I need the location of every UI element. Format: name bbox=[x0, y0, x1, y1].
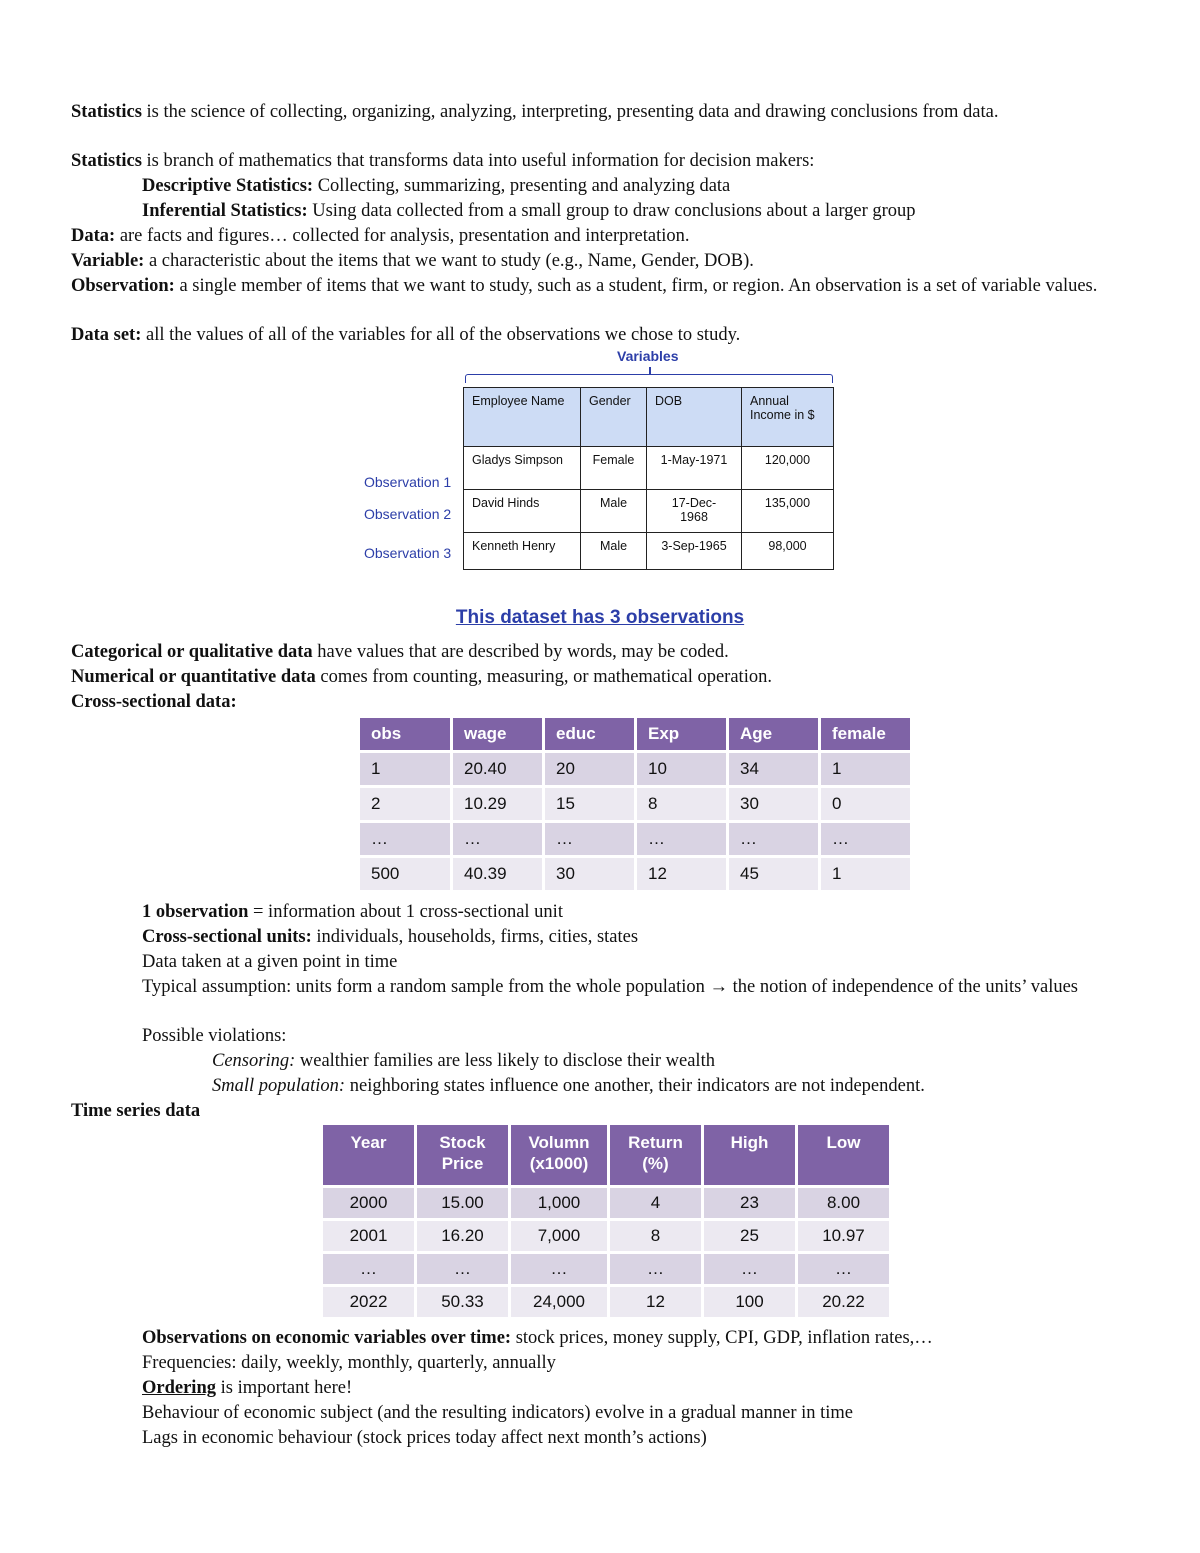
column-header: obs bbox=[360, 718, 450, 750]
column-header: Return (%) bbox=[610, 1125, 701, 1185]
cell: 8.00 bbox=[798, 1188, 889, 1218]
cell: 24,000 bbox=[511, 1287, 607, 1317]
cell: 8 bbox=[610, 1221, 701, 1251]
table-row bbox=[323, 1188, 889, 1218]
column-header: wage bbox=[453, 718, 542, 750]
cell: Kenneth Henry bbox=[464, 533, 581, 570]
note-possible-violations: Possible violations: bbox=[142, 1026, 287, 1046]
cell: 34 bbox=[729, 753, 818, 785]
cell: … bbox=[417, 1254, 508, 1284]
cell: 40.39 bbox=[453, 858, 542, 890]
observation-label: Observation 2 bbox=[364, 506, 452, 522]
cell: … bbox=[453, 823, 542, 855]
cell: 50.33 bbox=[417, 1287, 508, 1317]
cell: … bbox=[360, 823, 450, 855]
note-lags: Lags in economic behaviour (stock prices today affect next month’s actions) bbox=[142, 1428, 707, 1448]
note-frequencies: Frequencies: daily, weekly, monthly, quarterly, annually bbox=[142, 1353, 556, 1373]
cell: 10.97 bbox=[798, 1221, 889, 1251]
observation-label: Observation 1 bbox=[364, 474, 452, 490]
table-row bbox=[464, 533, 834, 570]
table-row bbox=[323, 1221, 889, 1251]
employee-table bbox=[463, 387, 834, 570]
cell: 7,000 bbox=[511, 1221, 607, 1251]
cell: 0 bbox=[821, 788, 910, 820]
cell: 2000 bbox=[323, 1188, 414, 1218]
cell: 23 bbox=[704, 1188, 795, 1218]
cross-sectional-heading: Cross-sectional data: bbox=[71, 692, 237, 712]
variable-definition: Variable: a characteristic about the items that we want to study (e.g., Name, Gender, DOB). bbox=[71, 251, 754, 271]
cell: 1 bbox=[821, 753, 910, 785]
column-header: Age bbox=[729, 718, 818, 750]
header-cell: DOB bbox=[647, 388, 742, 447]
cell: 1 bbox=[821, 858, 910, 890]
cell: … bbox=[511, 1254, 607, 1284]
header-cell: Annual Income in $ bbox=[742, 388, 834, 447]
numerical-definition: Numerical or quantitative data comes from counting, measuring, or mathematical operation. bbox=[71, 667, 772, 687]
cell: 10.29 bbox=[453, 788, 542, 820]
violation-censoring: Censoring: wealthier families are less likely to disclose their wealth bbox=[212, 1051, 715, 1071]
column-header: Low bbox=[798, 1125, 889, 1185]
table-row bbox=[360, 823, 910, 855]
categorical-definition: Categorical or qualitative data have values that are described by words, may be coded. bbox=[71, 642, 729, 662]
note-point-in-time: Data taken at a given point in time bbox=[142, 952, 398, 972]
figure-caption: This dataset has 3 observations bbox=[455, 607, 745, 628]
cell: 120,000 bbox=[742, 447, 834, 490]
table-row bbox=[360, 788, 910, 820]
descriptive-statistics: Descriptive Statistics: Collecting, summarizing, presenting and analyzing data bbox=[142, 176, 731, 196]
note-observations-over-time: Observations on economic variables over time: stock prices, money supply, CPI, GDP, inflation rates,… bbox=[142, 1328, 933, 1348]
statistics-definition-2: Statistics is branch of mathematics that transforms data into useful information for decision makers: bbox=[71, 151, 815, 171]
table-row bbox=[360, 753, 910, 785]
cell: 3-Sep-1965 bbox=[647, 533, 742, 570]
time-series-heading: Time series data bbox=[71, 1101, 201, 1121]
observation-label: Observation 3 bbox=[364, 545, 452, 561]
cell: 4 bbox=[610, 1188, 701, 1218]
cell: 17-Dec-1968 bbox=[647, 490, 742, 533]
data-definition: Data: are facts and figures… collected for analysis, presentation and interpretation. bbox=[71, 226, 690, 246]
cell: 20 bbox=[545, 753, 634, 785]
term: Statistics bbox=[71, 102, 142, 122]
cell: … bbox=[637, 823, 726, 855]
cell: 98,000 bbox=[742, 533, 834, 570]
observations-variables-figure bbox=[355, 348, 845, 588]
statistics-definition-1: Statistics is the science of collecting, organizing, analyzing, interpreting, presenting data and drawing conclusions from data. bbox=[71, 102, 999, 122]
cell: Male bbox=[581, 490, 647, 533]
cell: 30 bbox=[729, 788, 818, 820]
cell: 25 bbox=[704, 1221, 795, 1251]
cell: … bbox=[545, 823, 634, 855]
column-header: female bbox=[821, 718, 910, 750]
cell: 30 bbox=[545, 858, 634, 890]
note-one-observation: 1 observation = information about 1 cross-sectional unit bbox=[142, 902, 563, 922]
cell: 8 bbox=[637, 788, 726, 820]
observation-definition: Observation: a single member of items that we want to study, such as a student, firm, or region. An observation is a set of variable values. bbox=[71, 276, 1098, 296]
table-row bbox=[464, 490, 834, 533]
cell: 2 bbox=[360, 788, 450, 820]
table-row bbox=[323, 1287, 889, 1317]
table-row bbox=[323, 1254, 889, 1284]
cell: 16.20 bbox=[417, 1221, 508, 1251]
cell: 15 bbox=[545, 788, 634, 820]
cell: … bbox=[729, 823, 818, 855]
time-series-table bbox=[320, 1122, 892, 1320]
note-typical-assumption: Typical assumption: units form a random sample from the whole population → the notion of independence of the units’ values bbox=[142, 977, 1079, 997]
cell: 10 bbox=[637, 753, 726, 785]
cell: … bbox=[704, 1254, 795, 1284]
inferential-statistics: Inferential Statistics: Using data collected from a small group to draw conclusions about a larger group bbox=[142, 201, 916, 221]
cell: 12 bbox=[637, 858, 726, 890]
variables-label: Variables bbox=[617, 348, 679, 364]
cell: 45 bbox=[729, 858, 818, 890]
header-cell: Gender bbox=[581, 388, 647, 447]
cell: 1,000 bbox=[511, 1188, 607, 1218]
header-cell: Employee Name bbox=[464, 388, 581, 447]
cell: 500 bbox=[360, 858, 450, 890]
column-header: Year bbox=[323, 1125, 414, 1185]
cell: 15.00 bbox=[417, 1188, 508, 1218]
cell: … bbox=[323, 1254, 414, 1284]
cell: 12 bbox=[610, 1287, 701, 1317]
column-header: Stock Price bbox=[417, 1125, 508, 1185]
column-header: Volumn (x1000) bbox=[511, 1125, 607, 1185]
cell: 20.40 bbox=[453, 753, 542, 785]
cell: 100 bbox=[704, 1287, 795, 1317]
cell: 2022 bbox=[323, 1287, 414, 1317]
note-cross-sectional-units: Cross-sectional units: individuals, households, firms, cities, states bbox=[142, 927, 639, 947]
cell: Gladys Simpson bbox=[464, 447, 581, 490]
cell: 1 bbox=[360, 753, 450, 785]
note-behaviour: Behaviour of economic subject (and the resulting indicators) evolve in a gradual manner in time bbox=[142, 1403, 853, 1423]
cell: … bbox=[610, 1254, 701, 1284]
violation-small-population: Small population: neighboring states influence one another, their indicators are not independent. bbox=[212, 1076, 925, 1096]
variables-brace bbox=[465, 374, 833, 383]
cell: Male bbox=[581, 533, 647, 570]
column-header: High bbox=[704, 1125, 795, 1185]
column-header: educ bbox=[545, 718, 634, 750]
header-row bbox=[360, 718, 910, 750]
cell: Female bbox=[581, 447, 647, 490]
cell: 135,000 bbox=[742, 490, 834, 533]
cell: 20.22 bbox=[798, 1287, 889, 1317]
cross-sectional-table bbox=[357, 715, 913, 893]
column-header: Exp bbox=[637, 718, 726, 750]
note-ordering: Ordering is important here! bbox=[142, 1378, 353, 1398]
dataset-definition: Data set: all the values of all of the variables for all of the observations we chose to study. bbox=[71, 325, 741, 345]
header-row bbox=[323, 1125, 889, 1185]
cell: … bbox=[821, 823, 910, 855]
cell: 1-May-1971 bbox=[647, 447, 742, 490]
cell: 2001 bbox=[323, 1221, 414, 1251]
cell: … bbox=[798, 1254, 889, 1284]
table-row bbox=[360, 858, 910, 890]
cell: David Hinds bbox=[464, 490, 581, 533]
table-row bbox=[464, 447, 834, 490]
